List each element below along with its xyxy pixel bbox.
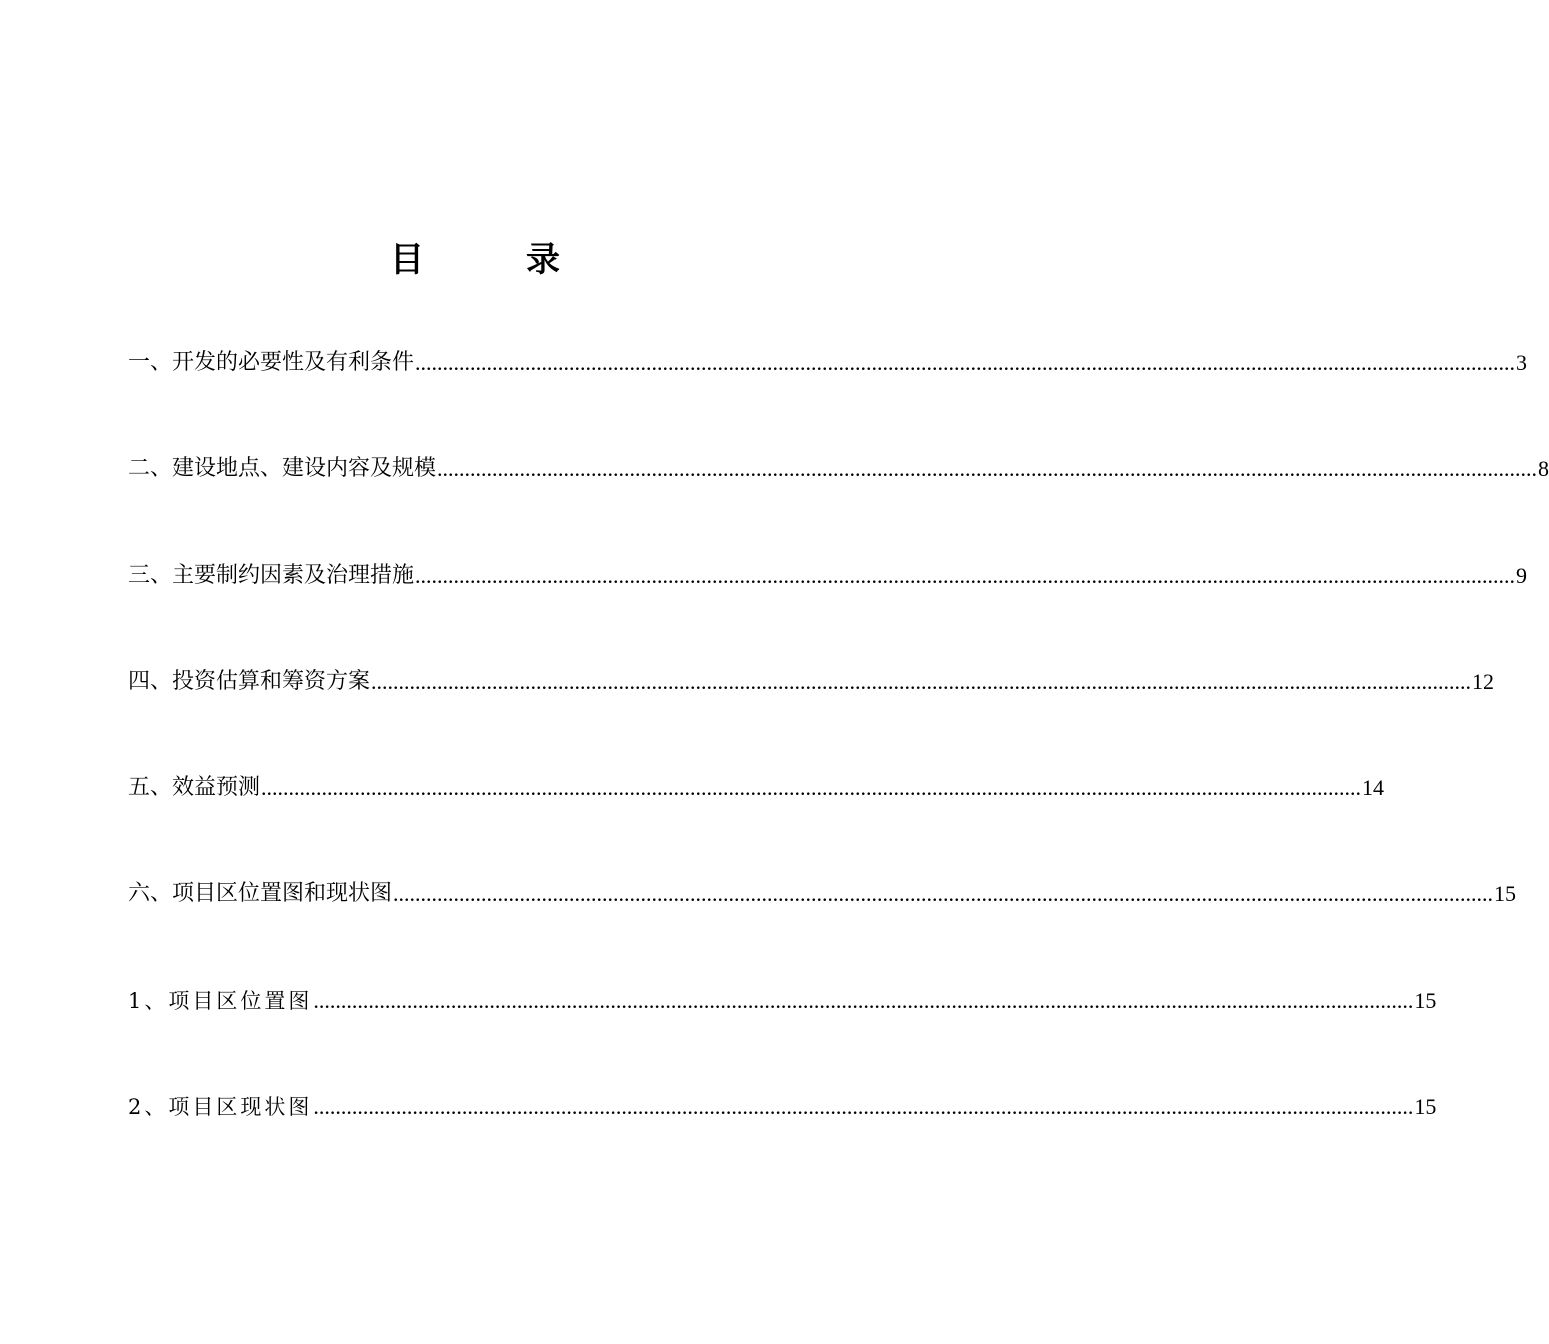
toc-entry-page: 8	[1538, 456, 1549, 481]
toc-entry-page: 15	[1414, 988, 1437, 1013]
toc-entry-4[interactable]	[128, 663, 1495, 697]
toc-entry-1[interactable]	[128, 344, 1528, 378]
dot-leader: ........................................................................................................................................................................................................	[261, 775, 1362, 800]
toc-entry-label: 三、主要制约因素及治理措施	[128, 563, 415, 588]
toc-entry-page: 15	[1414, 1094, 1437, 1119]
dot-leader: ........................................................................................................................................................................................................	[371, 669, 1472, 694]
toc-entry-page: 14	[1362, 775, 1385, 800]
toc-entry-page: 9	[1516, 563, 1528, 588]
dot-leader: ........................................................................................................................................................................................................	[415, 563, 1516, 588]
page-title: 目 录	[390, 240, 594, 280]
toc-entry-label: 四、投资估算和筹资方案	[128, 669, 371, 694]
toc-entry-label: 六、项目区位置图和现状图	[128, 881, 393, 906]
dot-leader: ........................................................................................................................................................................................................	[415, 350, 1516, 375]
toc-entry-label: 一、开发的必要性及有利条件	[128, 350, 415, 375]
dot-leader: ........................................................................................................................................................................................................	[393, 881, 1494, 906]
dot-leader: ........................................................................................................................................................................................................	[313, 1094, 1414, 1119]
toc-entry-page: 15	[1494, 881, 1517, 906]
dot-leader: ........................................................................................................................................................................................................	[313, 988, 1414, 1013]
toc-entry-3[interactable]	[128, 557, 1528, 591]
toc-entry-6-1[interactable]	[128, 982, 1437, 1016]
toc-entry-2[interactable]	[128, 450, 1549, 484]
dot-leader: ........................................................................................................................................................................................................	[437, 456, 1538, 481]
toc-entry-page: 3	[1516, 350, 1528, 375]
toc-entry-6-2[interactable]	[128, 1088, 1437, 1122]
toc-entry-6[interactable]	[128, 875, 1517, 909]
toc-entry-label: 2、项目区现状图	[128, 1095, 313, 1119]
toc-entry-page: 12	[1472, 669, 1495, 694]
toc-entry-label: 五、效益预测	[128, 775, 261, 800]
toc-entry-5[interactable]	[128, 769, 1385, 803]
toc-entry-label: 1、项目区位置图	[128, 989, 313, 1013]
toc-entry-label: 二、建设地点、建设内容及规模	[128, 456, 437, 481]
